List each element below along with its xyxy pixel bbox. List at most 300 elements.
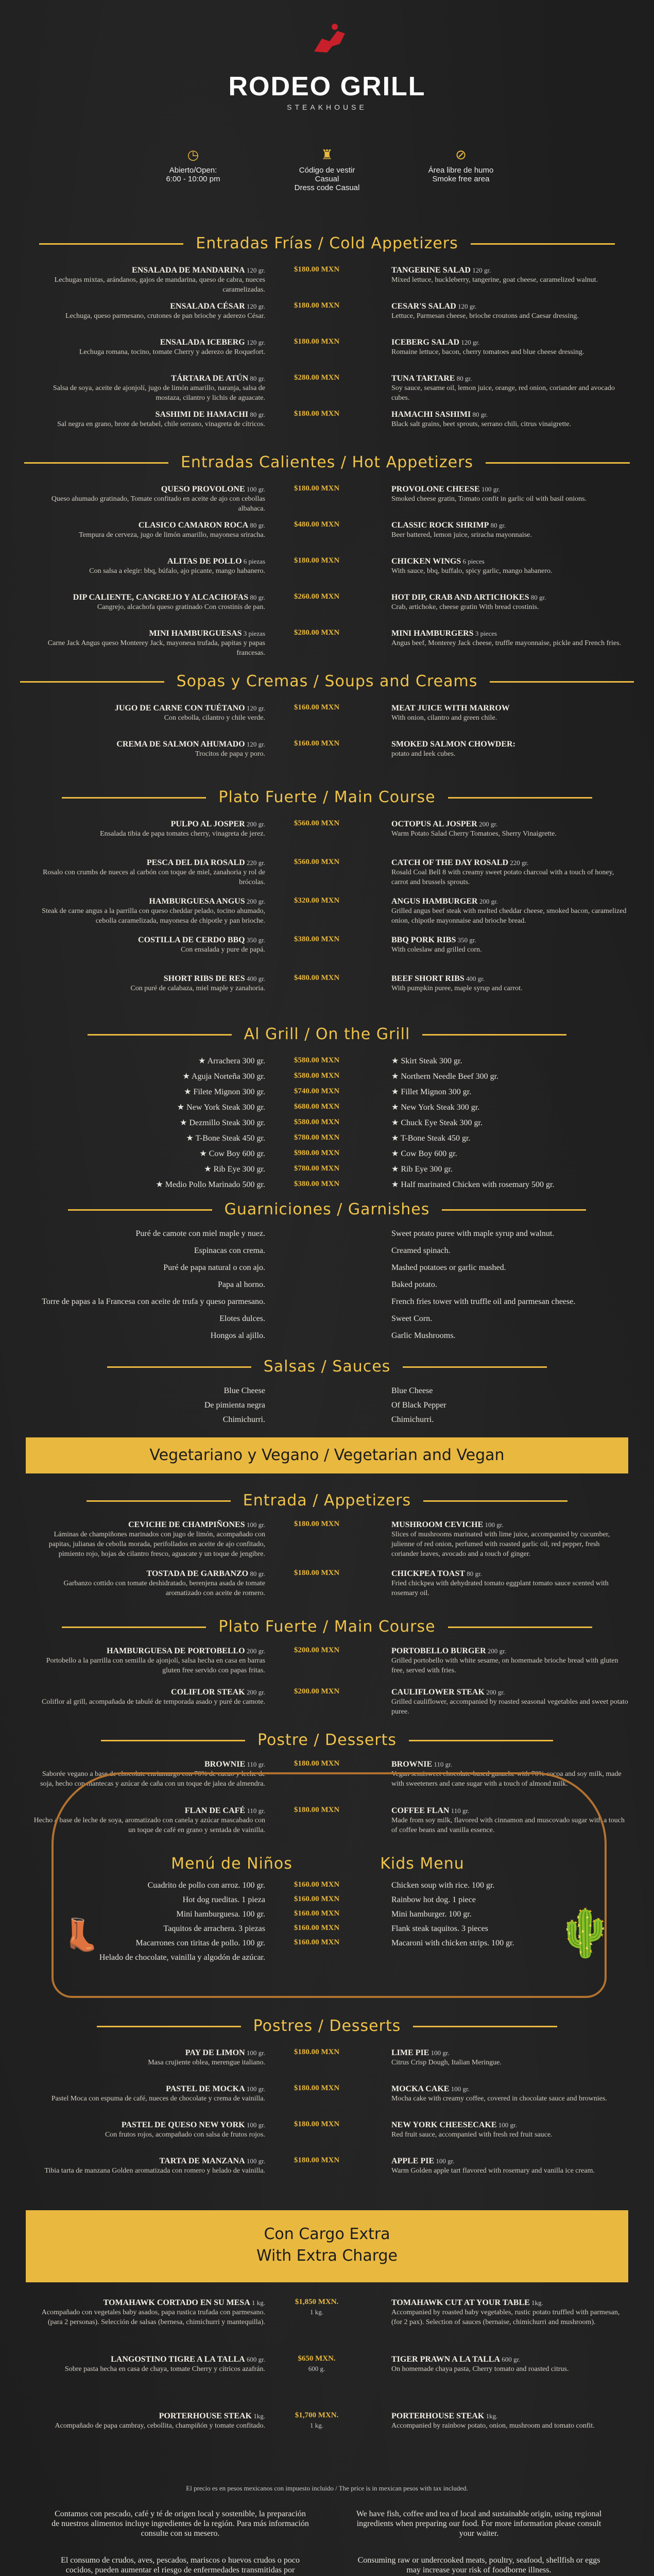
menu-item-en	[391, 935, 628, 955]
band-vegetarian: Vegetariano y Vegano / Vegetarian and Vegan	[26, 1437, 628, 1473]
item-price: $280.00 MXN	[294, 629, 340, 637]
item-portion: 110 gr.	[245, 1760, 265, 1768]
clock-icon: ◷	[187, 147, 199, 162]
item-description: Rosald Coal Bell 8 with creamy sweet potato charcoal with a touch of honey, carrot and brussels sprouts.	[391, 869, 614, 886]
divider-line	[20, 681, 164, 683]
item-name: TÁRTARA DE ATÚN	[171, 374, 249, 383]
menu-item-en	[391, 484, 628, 504]
item-portion: 100 gr.	[429, 2049, 450, 2057]
menu-item-es: Blue Cheese	[223, 1386, 265, 1395]
item-portion: 120 gr.	[245, 266, 265, 274]
item-portion: 100 gr.	[483, 1521, 504, 1529]
menu-item-es	[31, 935, 265, 955]
item-portion: 100 gr.	[434, 2157, 455, 2165]
menu-item-en: ★ Cow Boy 600 gr.	[391, 1149, 457, 1158]
item-description: Salsa de soya, aceite de ajonjolí, jugo de limón amarillo, naranja, salsa de mostaza, cilantro y lichis de aguacate.	[53, 384, 265, 402]
item-price: $1,700 MXN.	[295, 2411, 339, 2419]
sustainability-note-en: We have fish, coffee and tea of local and sustainable origin, using regional ingredients when preparing our food. For more information please consult your waiter.	[356, 2510, 602, 2538]
item-price: $480.00 MXN	[294, 520, 340, 529]
item-portion: 1kg.	[252, 2412, 265, 2420]
menu-item-en	[391, 703, 628, 723]
menu-item-en	[391, 2084, 628, 2104]
menu-item-en	[391, 2298, 628, 2327]
item-portion: 80 gr.	[465, 1570, 482, 1578]
extra-title-en: With Extra Charge	[256, 2247, 398, 2265]
divider-line	[62, 1626, 206, 1628]
menu-item-en	[391, 1646, 628, 1675]
header	[0, 0, 654, 155]
item-portion: 80 gr.	[248, 375, 265, 382]
menu-item-es: Espinacas con crema.	[194, 1246, 265, 1255]
menu-item-es	[31, 374, 265, 403]
item-description: Soy sauce, sesame oil, lemon juice, orange, red onion, coriander and avocado cubes.	[391, 384, 615, 402]
item-price: $780.00 MXN	[294, 1133, 340, 1142]
item-name: HOT DIP, CRAB AND ARTICHOKES	[391, 593, 529, 602]
item-portion: 100 gr.	[479, 485, 501, 493]
item-name: ICEBERG SALAD	[391, 338, 460, 347]
menu-item-es	[31, 1687, 265, 1707]
item-name: TUNA TARTARE	[391, 374, 455, 383]
item-portion: 350 gr.	[245, 936, 265, 944]
menu-item-es	[31, 2120, 265, 2140]
item-price: $680.00 MXN	[294, 1103, 340, 1111]
item-price: $180.00 MXN	[294, 556, 340, 565]
item-price: $180.00 MXN	[294, 2120, 340, 2128]
item-portion: 80 gr.	[489, 521, 506, 529]
item-description: Láminas de champiñones marinados con jugo de limón, acompañado con papitas, julianas de cebolla morada, perifollados en aceite de ajo confitado, pimiento rojo, hojas de cilantro fresco, aguacate y un toque de jengibre.	[48, 1531, 265, 1558]
item-description: Trocitos de papa y poro.	[195, 750, 265, 758]
item-description: Pastel Moca con espuma de café, nueces de chocolate y crema de vainilla.	[51, 2095, 265, 2103]
item-description: Mixed lettuce, huckleberry, tangerine, goat cheese, caramelized walnut.	[391, 276, 598, 284]
section-veg-desserts	[0, 1731, 654, 1749]
item-portion: 1kg.	[529, 2299, 543, 2307]
item-name: DIP CALIENTE, CANGREJO Y ALCACHOFAS	[73, 593, 249, 602]
item-name: MINI HAMBURGUESAS	[149, 629, 242, 638]
item-description: Tibia tarta de manzana Golden aromatizada con romero y helado de vainilla.	[44, 2167, 265, 2175]
menu-item-en: ★ Chuck Eye Steak 300 gr.	[391, 1118, 483, 1127]
item-portion: 110 gr.	[432, 1760, 453, 1768]
item-price: $560.00 MXN	[294, 858, 340, 866]
item-name: HAMBURGUESA DE PORTOBELLO	[107, 1647, 245, 1655]
menu-item-en	[391, 2048, 628, 2067]
item-portion: 120 gr.	[245, 338, 265, 346]
item-description: Tempura de cerveza, jugo de limón amarillo, mayonesa sriracha.	[79, 531, 265, 539]
item-price: $160.00 MXN	[294, 1924, 340, 1932]
item-portion: 600 gr.	[245, 2355, 265, 2363]
divider-line	[490, 681, 634, 683]
item-price: $160.00 MXN	[294, 1895, 340, 1903]
section-title-text: Plato Fuerte / Main Course	[218, 1618, 436, 1636]
item-portion: 1kg.	[484, 2412, 498, 2420]
item-description: Citrus Crisp Dough, Italian Meringue.	[391, 2059, 502, 2066]
section-title-text: Salsas / Sauces	[263, 1358, 391, 1376]
item-price: $1,850 MXN.	[295, 2298, 339, 2306]
item-price: $160.00 MXN	[294, 703, 340, 711]
item-description: Fried chickpea with dehydrated tomato eggplant tomato sauce scented with rosemary oil.	[391, 1580, 609, 1597]
item-price: $260.00 MXN	[294, 592, 340, 601]
section-desserts	[0, 2017, 654, 2035]
menu-item-es: Chimichurri.	[222, 1415, 265, 1424]
item-description: Ensalada tibia de papa tomates cherry, vinagreta de jerez.	[100, 830, 265, 838]
item-name: TARTA DE MANZANA	[159, 2157, 245, 2165]
menu-item-es	[31, 819, 265, 839]
menu-item-es: Macarrones con tiritas de pollo. 100 gr.	[135, 1939, 265, 1947]
item-description: Masa crujiente oblea, merengue italiano.	[148, 2059, 265, 2066]
menu-item-en	[391, 301, 628, 321]
item-name: MINI HAMBURGERS	[391, 629, 474, 638]
item-name: CAULIFLOWER STEAK	[391, 1688, 485, 1697]
item-portion: 80 gr.	[455, 375, 472, 382]
menu-item-es: ★ Filete Mignon 300 gr.	[184, 1088, 265, 1096]
menu-item-es	[31, 2298, 265, 2327]
item-price: $180.00 MXN	[294, 410, 340, 418]
section-grill	[0, 1025, 654, 1043]
menu-item-en	[391, 629, 628, 648]
item-price: $200.00 MXN	[294, 1646, 340, 1654]
menu-item-es: De pimienta negra	[204, 1401, 265, 1410]
section-title-text: Guarniciones / Garnishes	[224, 1200, 430, 1218]
item-name: PULPO AL JOSPER	[170, 820, 245, 828]
item-price: $180.00 MXN	[294, 337, 340, 346]
divider-line	[24, 462, 168, 464]
menu-item-en: Flank steak taquitos. 3 pieces	[391, 1924, 488, 1933]
menu-item-es: ★ Rib Eye 300 gr.	[204, 1165, 265, 1174]
item-description: Romaine lettuce, bacon, cherry tomatoes and blue cheese dressing.	[391, 348, 584, 356]
item-description: potato and leek cubes.	[391, 750, 456, 758]
item-price: $740.00 MXN	[294, 1087, 340, 1095]
menu-item-es: Mini hamburguesa. 100 gr.	[176, 1910, 265, 1919]
item-description: Saborée vegano a base de chocolate enriamargo con 70% de cacao y leche de soja, hecho con mantecas y azúcar de caña con un toque de jalea de almendra.	[40, 1770, 265, 1788]
section-soups	[0, 672, 654, 690]
item-description: Grilled cauliflower, accompanied by roasted seasonal vegetables and sweet potato puree.	[391, 1698, 628, 1716]
item-name: LIME PIE	[391, 2048, 429, 2057]
item-portion: 3 pieces	[473, 630, 497, 637]
item-name: CREMA DE SALMON AHUMADO	[116, 740, 245, 749]
item-name: CLASICO CAMARON ROCA	[138, 521, 249, 530]
menu-item-es: ★ Cow Boy 600 gr.	[199, 1149, 265, 1158]
item-description: On homemade chaya pasta, Cherry tomato and roasted citrus.	[391, 2365, 569, 2373]
item-portion: 100 gr.	[245, 2121, 265, 2129]
menu-item-es	[31, 858, 265, 887]
menu-item-es	[31, 896, 265, 926]
item-name: MOCKA CAKE	[391, 2084, 450, 2093]
item-price: $480.00 MXN	[294, 974, 340, 982]
info-row	[0, 147, 654, 209]
menu-item-en	[391, 1569, 628, 1598]
item-portion: 3 piezas	[242, 630, 265, 637]
item-portion: 200 gr.	[245, 1647, 265, 1655]
item-name: MEAT JUICE WITH MARROW	[391, 704, 510, 713]
item-portion: 120 gr.	[245, 704, 265, 712]
menu-item-es: ★ Dezmillo Steak 300 gr.	[180, 1118, 265, 1127]
menu-item-es: Cuadrito de pollo con arroz. 100 gr.	[147, 1881, 265, 1890]
menu-item-es	[31, 337, 265, 357]
item-portion: 100 gr.	[245, 1521, 265, 1529]
cowboy-boot-icon: 👢	[62, 1918, 100, 1952]
item-name: APPLE PIE	[391, 2157, 435, 2165]
item-price-unit: 1 kg.	[310, 2421, 323, 2429]
menu-item-es	[31, 739, 265, 759]
menu-item-en	[391, 374, 628, 403]
item-description: Grilled angus beef steak with melted cheddar cheese, smoked bacon, caramelized onion, chipotle mayonnaise and brioche bread.	[391, 907, 627, 925]
item-price: $380.00 MXN	[294, 935, 340, 943]
menu-item-en: ★ Half marinated Chicken with rosemary 500 gr.	[391, 1180, 555, 1189]
section-main-course	[0, 788, 654, 806]
menu-item-es: Taquitos de arrachera. 3 piezas	[163, 1924, 265, 1933]
menu-item-en: Sweet potato puree with maple syrup and walnut.	[391, 1229, 555, 1238]
item-description: Angus beef, Monterey Jack cheese, truffle mayonnaise, pickle and French fries.	[391, 639, 622, 647]
menu-item-es: ★ Aguja Norteña 300 gr.	[182, 1072, 265, 1081]
item-description: Coliflor al grill, acompañada de tabulé de temporada asado y puré de camote.	[42, 1698, 265, 1706]
item-price: $580.00 MXN	[294, 1072, 340, 1080]
menu-item-es	[31, 2411, 265, 2431]
menu-item-es: Puré de papa natural o con ajo.	[163, 1263, 265, 1272]
item-portion: 6 pieces	[461, 557, 485, 565]
item-portion: 200 gr.	[484, 1688, 505, 1696]
item-name: CESAR'S SALAD	[391, 302, 456, 311]
tax-note: El precio es en pesos mexicanos con impuesto incluido / The price is in mexican pesos with tax included.	[186, 2484, 468, 2492]
item-price: $200.00 MXN	[294, 1687, 340, 1696]
section-garnishes	[0, 1200, 654, 1218]
menu-item-es: Hot dog rueditas. 1 pieza	[182, 1895, 265, 1904]
menu-item-en: French fries tower with truffle oil and parmesan cheese.	[391, 1297, 576, 1306]
item-price-unit: 600 g.	[308, 2365, 325, 2372]
item-price: $180.00 MXN	[294, 301, 340, 310]
brand-subtitle: STEAKHOUSE	[287, 103, 367, 111]
menu-item-en	[391, 556, 628, 576]
dress-code-icon: ♜	[321, 147, 333, 162]
item-description: Rosalo con crumbs de nueces al carbón con toque de miel, zanahoria y rol de brócolas.	[43, 869, 265, 886]
divider-line	[471, 243, 615, 245]
menu-item-es	[31, 1646, 265, 1675]
menu-item-en: ★ Rib Eye 300 gr.	[391, 1165, 453, 1174]
menu-item-en	[391, 974, 628, 993]
item-name: COSTILLA DE CERDO BBQ	[138, 936, 245, 944]
item-name: TOMAHAWK CORTADO EN SU MESA	[103, 2298, 250, 2307]
item-description: With pumpkin puree, maple syrup and carrot.	[391, 985, 523, 992]
item-portion: 120 gr.	[470, 266, 491, 274]
menu-item-en: Blue Cheese	[391, 1386, 433, 1395]
divider-line	[486, 462, 630, 464]
health-warning-en: Consuming raw or undercooked meats, poultry, seafood, shellfish or eggs may increase your risk of foodborne illness.	[357, 2556, 600, 2574]
item-portion: 200 gr.	[477, 897, 498, 905]
kids-title-en: Kids Menu	[380, 1855, 464, 1873]
bull-rider-icon	[309, 21, 350, 57]
item-name: PORTERHOUSE STEAK	[391, 2412, 485, 2420]
item-name: CHICKPEA TOAST	[391, 1569, 466, 1578]
menu-item-en: Macaroni with chicken strips. 100 gr.	[391, 1939, 514, 1947]
section-title-text: Entradas Calientes / Hot Appetizers	[180, 453, 474, 471]
item-name: SMOKED SALMON CHOWDER:	[391, 740, 515, 749]
divider-line	[409, 1740, 553, 1741]
info-smoke: ⊘ Área libre de humo Smoke free area	[422, 147, 500, 209]
info-hours: ◷ Abierto/Open: 6:00 - 10:00 pm	[154, 147, 232, 209]
item-name: SHORT RIBS DE RES	[163, 974, 245, 983]
item-portion: 200 gr.	[245, 897, 265, 905]
item-name: QUESO PROVOLONE	[161, 485, 245, 494]
item-price: $180.00 MXN	[294, 1806, 340, 1814]
no-smoking-icon: ⊘	[455, 147, 467, 162]
item-portion: 100 gr.	[496, 2121, 517, 2129]
menu-item-en: Mashed potatoes or garlic mashed.	[391, 1263, 506, 1272]
divider-line	[413, 2026, 557, 2027]
menu-item-es	[31, 265, 265, 295]
item-name: SASHIMI DE HAMACHI	[155, 410, 249, 419]
item-portion: 80 gr.	[248, 521, 265, 529]
menu-item-en	[391, 2120, 628, 2140]
item-portion: 100 gr.	[245, 2157, 265, 2165]
menu-item-en: Garlic Mushrooms.	[391, 1331, 456, 1340]
item-name: HAMBURGUESA ANGUS	[149, 897, 245, 906]
item-portion: 80 gr.	[248, 1570, 265, 1578]
item-portion: 80 gr.	[529, 594, 546, 601]
item-portion: 120 gr.	[459, 338, 480, 346]
item-portion: 200 gr.	[245, 820, 265, 828]
band-extra-charge	[26, 2210, 628, 2282]
kids-frame	[51, 1772, 607, 1998]
item-price: $380.00 MXN	[294, 1180, 340, 1188]
item-portion: 80 gr.	[471, 411, 488, 418]
item-price: $560.00 MXN	[294, 819, 340, 827]
menu-item-es: Hongos al ajillo.	[210, 1331, 265, 1340]
item-name: BROWNIE	[391, 1760, 433, 1769]
item-price: $980.00 MXN	[294, 1149, 340, 1157]
menu-item-en: Rainbow hot dog. 1 piece	[391, 1895, 476, 1904]
item-price: $280.00 MXN	[294, 374, 340, 382]
item-description: Con puré de calabaza, miel maple y zanahoria.	[130, 985, 265, 992]
item-description: Lettuce, Parmesan cheese, brioche croutons and Caesar dressing.	[391, 312, 579, 320]
item-name: PROVOLONE CHEESE	[391, 485, 480, 494]
item-description: Steak de carne angus a la parrilla con queso cheddar pelado, tocino ahumado, cebolla caramelizada, mayonesa de chipotle y pan brioche.	[42, 907, 265, 925]
divider-line	[448, 1626, 592, 1628]
item-description: Lechugas mixtas, arándanos, gajos de mandarina, queso de cabra, nueces caramelizadas.	[54, 276, 265, 294]
divider-line	[403, 1366, 547, 1368]
item-portion: 80 gr.	[248, 411, 265, 418]
item-portion: 110 gr.	[245, 1807, 265, 1815]
item-name: CATCH OF THE DAY ROSALD	[391, 858, 508, 867]
item-description: Con salsa a elegir: bbq, búfalo, ajo picante, mango habanero.	[89, 567, 265, 575]
menu-item-es	[31, 1520, 265, 1559]
divider-line	[68, 1209, 212, 1211]
item-name: ENSALADA DE MANDARINA	[132, 266, 245, 275]
item-description: Carne Jack Angus queso Monterey Jack, mayonesa trufada, papitas y papas francesas.	[47, 639, 265, 657]
divider-line	[39, 243, 183, 245]
item-portion: 1 kg.	[250, 2299, 265, 2307]
item-description: Acompañado con vegetales baby asados, papa rustica trufada con parmesano. (para 2 personas). Selección de salsas (bernesa, chimichurri y mantequilla).	[41, 2309, 265, 2326]
menu-item-es	[31, 484, 265, 514]
item-description: Sal negra en grano, brote de betabel, chile serrano, vinagreta de cítricos.	[57, 420, 265, 428]
item-name: PORTERHOUSE STEAK	[159, 2412, 252, 2420]
menu-item-en	[391, 1520, 628, 1559]
item-description: Warm Golden apple tart flavored with rosemary and vanilla ice cream.	[391, 2167, 595, 2175]
item-price: $160.00 MXN	[294, 1938, 340, 1946]
item-portion: 100 gr.	[449, 2085, 470, 2093]
item-description: Acompañado de papa cambray, cebollita, champiñón y tomate confitado.	[55, 2422, 265, 2430]
item-portion: 6 piezas	[242, 557, 265, 565]
menu-item-es	[31, 2156, 265, 2176]
item-price: $160.00 MXN	[294, 739, 340, 748]
section-title-text: Postres / Desserts	[253, 2017, 401, 2035]
menu-item-es: Papa al horno.	[218, 1280, 265, 1289]
menu-item-en	[391, 739, 628, 759]
menu-item-es: ★ Medio Pollo Marinado 500 gr.	[156, 1180, 265, 1189]
section-veg-main	[0, 1618, 654, 1636]
menu-item-en: ★ Northern Needle Beef 300 gr.	[391, 1072, 499, 1081]
item-name: FLAN DE CAFÉ	[184, 1806, 246, 1815]
health-warning-es: El consumo de crudos, aves, pescados, mariscos o huevos crudos o poco cocidos, pueden aumentar el riesgo de enfermedades transmitidas por	[61, 2556, 300, 2574]
item-price: $180.00 MXN	[294, 484, 340, 493]
section-title-text: Plato Fuerte / Main Course	[218, 788, 436, 806]
item-description: Con cebolla, cilantro y chile verde.	[164, 714, 265, 722]
item-description: Accompanied by roasted baby vegetables, rustic potato truffled with parmesan, (for 2 pax). Selection of sauces (bernaise, chimichurri and mushroom).	[391, 2309, 620, 2326]
extra-title-es: Con Cargo Extra	[264, 2225, 390, 2243]
item-name: PORTOBELLO BURGER	[391, 1647, 486, 1655]
item-description: Made from soy milk, flavored with cinnamon and muscovado sugar with a touch of coffee beans and vanilla essence.	[391, 1817, 625, 1834]
item-name: BBQ PORK RIBS	[391, 936, 456, 944]
menu-item-es	[31, 2048, 265, 2067]
item-description: Smoked cheese gratin, Tomato confit in garlic oil with basil onions.	[391, 495, 587, 503]
item-name: HAMACHI SASHIMI	[391, 410, 471, 419]
item-portion: 200 gr.	[477, 820, 498, 828]
section-hot-appetizers	[0, 453, 654, 471]
item-name: ENSALADA ICEBERG	[160, 338, 245, 347]
item-description: Black salt grains, beet sprouts, serrano chili, citrus vinaigrette.	[391, 420, 572, 428]
menu-item-en	[391, 1687, 628, 1717]
menu-item-es: ★ Arrachera 300 gr.	[198, 1057, 265, 1065]
item-description: Grilled portobello with white sesame, on homemade brioche bread with gluten free, served with fries.	[391, 1657, 618, 1674]
menu-item-en: ★ Skirt Steak 300 gr.	[391, 1057, 462, 1065]
item-name: PAY DE LIMON	[185, 2048, 245, 2057]
item-name: TANGERINE SALAD	[391, 266, 471, 275]
menu-item-en: Baked potato.	[391, 1280, 437, 1289]
menu-item-en: Mini hamburger. 100 gr.	[391, 1910, 472, 1919]
divider-line	[107, 1366, 251, 1368]
item-portion: 100 gr.	[245, 2049, 265, 2057]
item-portion: 220 gr.	[508, 859, 529, 867]
item-price: $180.00 MXN	[294, 1520, 340, 1528]
menu-item-es: Helado de chocolate, vainilla y algodón de azúcar.	[99, 1953, 265, 1962]
item-name: ALITAS DE POLLO	[167, 557, 242, 566]
section-title-text: Sopas y Cremas / Soups and Creams	[176, 672, 478, 690]
divider-line	[423, 1500, 567, 1502]
item-name: TOMAHAWK CUT AT YOUR TABLE	[391, 2298, 530, 2307]
item-description: Red fruit sauce, accompanied with fresh red fruit sauce.	[391, 2131, 553, 2139]
menu-item-en: Of Black Pepper	[391, 1401, 446, 1410]
item-portion: 80 gr.	[248, 594, 265, 601]
item-name: CLASSIC ROCK SHRIMP	[391, 521, 489, 530]
item-price: $180.00 MXN	[294, 1759, 340, 1768]
item-description: Warm Potato Salad Cherry Tomatoes, Sherry Vinaigrette.	[391, 830, 557, 838]
menu-item-en: Chimichurri.	[391, 1415, 434, 1424]
menu-item-es: Torre de papas a la Francesa con aceite de trufa y queso parmesano.	[42, 1297, 265, 1306]
menu-item-es: Puré de camote con miel maple y nuez.	[135, 1229, 265, 1238]
menu-item-es	[31, 2084, 265, 2104]
item-name: TIGER PRAWN A LA TALLA	[391, 2355, 501, 2364]
menu-item-en: Chicken soup with rice. 100 gr.	[391, 1881, 495, 1890]
menu-item-es	[31, 520, 265, 540]
kids-title-es: Menú de Niños	[171, 1855, 292, 1873]
menu-item-en	[391, 265, 628, 285]
item-name: COLIFLOR STEAK	[171, 1688, 245, 1697]
item-name: NEW YORK CHEESECAKE	[391, 2121, 497, 2129]
sustainability-note-es: Contamos con pescado, café y té de origen local y sostenible, la preparación de nuestros alimentos incluye ingredientes de la región. Para más información consulte con su mesero.	[51, 2510, 309, 2538]
item-price: $180.00 MXN	[294, 1569, 340, 1577]
item-name: PASTEL DE QUESO NEW YORK	[121, 2121, 245, 2129]
section-title-text: Entradas Frías / Cold Appetizers	[196, 234, 458, 252]
section-title-text: Entrada / Appetizers	[243, 1492, 411, 1510]
divider-line	[87, 1500, 231, 1502]
menu-item-es: Elotes dulces.	[219, 1314, 265, 1323]
